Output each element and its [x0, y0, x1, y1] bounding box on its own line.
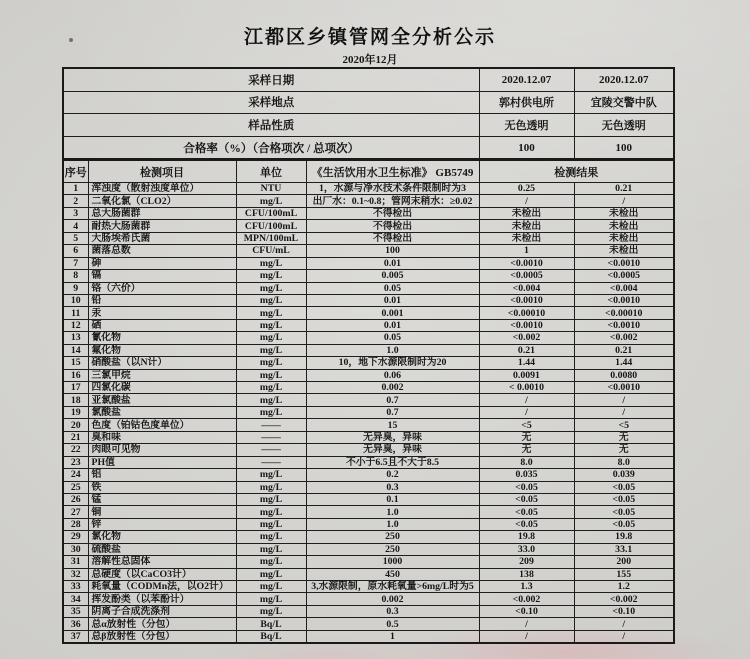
table-row — [63, 382, 674, 394]
cell-row-number: 25 — [63, 481, 88, 493]
cell-result-site-1: <0.0010 — [479, 294, 574, 306]
cell-item-name: 溶解性总固体 — [88, 556, 236, 568]
cell-result-site-1: 33.0 — [479, 543, 574, 555]
table-row — [63, 469, 674, 481]
table-row — [63, 369, 674, 381]
cell-unit: Bq/L — [236, 618, 306, 630]
cell-item-name: 氯化物 — [88, 531, 236, 543]
cell-result-site-2: 200 — [574, 556, 674, 568]
cell-row-number: 34 — [63, 593, 88, 605]
cell-standard: 1 — [306, 630, 479, 643]
cell-item-name: 氯酸盐 — [88, 406, 236, 418]
cell-item-name: 铁 — [88, 481, 236, 493]
cell-result-site-2: <0.004 — [574, 282, 674, 294]
table-row — [63, 183, 674, 195]
cell-result-site-2: <5 — [574, 419, 674, 431]
table-row — [63, 444, 674, 456]
cell-row-number: 18 — [63, 394, 88, 406]
cell-item-name: 挥发酚类（以苯酚计） — [88, 593, 236, 605]
info-value-site-1: 郭村供电所 — [479, 91, 574, 114]
cell-item-name: 硒 — [88, 319, 236, 331]
cell-result-site-2: 1.2 — [574, 581, 674, 593]
cell-row-number: 35 — [63, 605, 88, 617]
cell-item-name: 肉眼可见物 — [88, 444, 236, 456]
cell-result-site-1: 209 — [479, 556, 574, 568]
cell-unit: mg/L — [236, 469, 306, 481]
cell-standard: 0.1 — [306, 493, 479, 505]
cell-standard: 0.01 — [306, 294, 479, 306]
cell-result-site-1: 1.44 — [479, 357, 574, 369]
cell-item-name: 耗氧量（CODMn法，以O2计） — [88, 581, 236, 593]
cell-item-name: 四氯化碳 — [88, 382, 236, 394]
cell-result-site-2: 1.44 — [574, 357, 674, 369]
cell-row-number: 36 — [63, 618, 88, 630]
table-row — [63, 357, 674, 369]
info-label: 采样地点 — [63, 91, 479, 114]
cell-result-site-1: / — [479, 630, 574, 643]
table-row — [63, 207, 674, 219]
cell-unit: Bq/L — [236, 630, 306, 643]
cell-unit: mg/L — [236, 543, 306, 555]
cell-unit: mg/L — [236, 518, 306, 530]
cell-standard: 不得检出 — [306, 232, 479, 244]
header-row-number: 序号 — [63, 160, 88, 183]
cell-unit: —— — [236, 444, 306, 456]
cell-standard: 0.5 — [306, 618, 479, 630]
cell-standard: 0.2 — [306, 469, 479, 481]
cell-result-site-1: 0.0091 — [479, 369, 574, 381]
cell-result-site-2: <0.0010 — [574, 319, 674, 331]
cell-unit: MPN/100mL — [236, 232, 306, 244]
cell-row-number: 3 — [63, 207, 88, 219]
cell-row-number: 1 — [63, 183, 88, 195]
cell-result-site-1: 未检出 — [479, 220, 574, 232]
table-row — [63, 332, 674, 344]
cell-result-site-2: <0.002 — [574, 593, 674, 605]
table-row — [63, 481, 674, 493]
cell-item-name: 耐热大肠菌群 — [88, 220, 236, 232]
cell-item-name: 硫酸盐 — [88, 543, 236, 555]
cell-result-site-1: <0.0010 — [479, 319, 574, 331]
cell-item-name: 阴离子合成洗涤剂 — [88, 605, 236, 617]
cell-unit: mg/L — [236, 382, 306, 394]
info-label: 样品性质 — [63, 114, 479, 137]
cell-unit: mg/L — [236, 394, 306, 406]
cell-standard: 3,水源限制，原水耗氧量>6mg/L时为5 — [306, 581, 479, 593]
cell-result-site-1: <0.05 — [479, 481, 574, 493]
cell-row-number: 37 — [63, 630, 88, 643]
cell-unit: —— — [236, 419, 306, 431]
cell-unit: CFU/mL — [236, 245, 306, 257]
cell-standard: 0.3 — [306, 481, 479, 493]
cell-result-site-1: 0.035 — [479, 469, 574, 481]
cell-unit: CFU/100mL — [236, 207, 306, 219]
cell-item-name: 铜 — [88, 506, 236, 518]
cell-unit: mg/L — [236, 593, 306, 605]
cell-standard: 1.0 — [306, 344, 479, 356]
info-value-site-2: 2020.12.07 — [574, 68, 674, 91]
table-row — [63, 568, 674, 580]
cell-item-name: 三氯甲烷 — [88, 369, 236, 381]
cell-row-number: 20 — [63, 419, 88, 431]
cell-unit: mg/L — [236, 369, 306, 381]
info-body — [63, 68, 674, 159]
cell-row-number: 33 — [63, 581, 88, 593]
cell-result-site-2: <0.05 — [574, 518, 674, 530]
cell-row-number: 5 — [63, 232, 88, 244]
cell-unit: mg/L — [236, 307, 306, 319]
cell-standard: 0.06 — [306, 369, 479, 381]
cell-unit: mg/L — [236, 531, 306, 543]
analysis-results-table — [62, 159, 675, 644]
cell-row-number: 10 — [63, 294, 88, 306]
cell-row-number: 24 — [63, 469, 88, 481]
cell-item-name: 总α放射性（分包） — [88, 618, 236, 630]
cell-row-number: 30 — [63, 543, 88, 555]
cell-unit: mg/L — [236, 344, 306, 356]
table-row — [63, 593, 674, 605]
cell-item-name: 总硬度（以CaCO3计） — [88, 568, 236, 580]
cell-result-site-2: 0.039 — [574, 469, 674, 481]
cell-result-site-1: <0.10 — [479, 605, 574, 617]
cell-row-number: 28 — [63, 518, 88, 530]
info-value-site-2: 宜陵交警中队 — [574, 91, 674, 114]
cell-item-name: 菌落总数 — [88, 245, 236, 257]
cell-result-site-2: <0.002 — [574, 332, 674, 344]
cell-result-site-2: <0.00010 — [574, 307, 674, 319]
cell-row-number: 15 — [63, 357, 88, 369]
cell-result-site-2: / — [574, 406, 674, 418]
cell-row-number: 7 — [63, 257, 88, 269]
cell-standard: 0.05 — [306, 332, 479, 344]
cell-unit: mg/L — [236, 332, 306, 344]
table-row — [63, 431, 674, 443]
cell-result-site-2: <0.10 — [574, 605, 674, 617]
cell-standard: 0.05 — [306, 282, 479, 294]
table-row — [63, 419, 674, 431]
table-row — [63, 220, 674, 232]
table-row — [63, 319, 674, 331]
cell-standard: 15 — [306, 419, 479, 431]
cell-unit: mg/L — [236, 270, 306, 282]
table-row — [63, 270, 674, 282]
cell-item-name: 色度（铂钴色度单位） — [88, 419, 236, 431]
page-subtitle: 2020年12月 — [340, 54, 401, 68]
cell-result-site-2: 19.8 — [574, 531, 674, 543]
cell-item-name: 锌 — [88, 518, 236, 530]
cell-result-site-2: 155 — [574, 568, 674, 580]
info-value-site-2: 100 — [574, 136, 674, 159]
table-row — [63, 294, 674, 306]
cell-standard: 0.01 — [306, 257, 479, 269]
info-row — [63, 114, 674, 137]
cell-standard: 0.3 — [306, 605, 479, 617]
cell-result-site-1: <0.05 — [479, 493, 574, 505]
cell-standard: 0.002 — [306, 593, 479, 605]
cell-result-site-1: <0.0005 — [479, 270, 574, 282]
cell-row-number: 12 — [63, 319, 88, 331]
cell-standard: 0.002 — [306, 382, 479, 394]
cell-result-site-2: <0.05 — [574, 493, 674, 505]
cell-row-number: 14 — [63, 344, 88, 356]
table-row — [63, 257, 674, 269]
cell-item-name: 亚氯酸盐 — [88, 394, 236, 406]
cell-item-name: 铝 — [88, 469, 236, 481]
cell-result-site-2: 未检出 — [574, 232, 674, 244]
cell-result-site-1: 138 — [479, 568, 574, 580]
cell-result-site-2: 未检出 — [574, 207, 674, 219]
cell-row-number: 21 — [63, 431, 88, 443]
cell-result-site-1: <0.05 — [479, 518, 574, 530]
cell-item-name: 镉 — [88, 270, 236, 282]
cell-item-name: 氟化物 — [88, 344, 236, 356]
cell-result-site-1: 8.0 — [479, 456, 574, 468]
cell-unit: mg/L — [236, 282, 306, 294]
cell-row-number: 32 — [63, 568, 88, 580]
cell-result-site-2: 未检出 — [574, 245, 674, 257]
cell-result-site-1: 未检出 — [479, 207, 574, 219]
cell-row-number: 29 — [63, 531, 88, 543]
cell-item-name: 硝酸盐（以N计） — [88, 357, 236, 369]
table-row — [63, 506, 674, 518]
cell-result-site-2: 8.0 — [574, 456, 674, 468]
table-row — [63, 406, 674, 418]
info-row — [63, 136, 674, 159]
cell-standard: 1.0 — [306, 506, 479, 518]
cell-unit: CFU/100mL — [236, 220, 306, 232]
info-row — [63, 68, 674, 91]
cell-standard: 不小于6.5且不大于8.5 — [306, 456, 479, 468]
cell-unit: —— — [236, 456, 306, 468]
cell-unit: mg/L — [236, 493, 306, 505]
table-row — [63, 344, 674, 356]
cell-item-name: 总大肠菌群 — [88, 207, 236, 219]
cell-item-name: 锰 — [88, 493, 236, 505]
cell-standard: 100 — [306, 245, 479, 257]
info-value-site-1: 2020.12.07 — [479, 68, 574, 91]
info-label: 合格率（%）（合格项次 / 总项次） — [63, 136, 479, 159]
cell-row-number: 17 — [63, 382, 88, 394]
cell-unit: mg/L — [236, 257, 306, 269]
header-item: 检测项目 — [88, 160, 236, 183]
cell-standard: 不得检出 — [306, 220, 479, 232]
table-row — [63, 195, 674, 207]
cell-result-site-1: <0.002 — [479, 332, 574, 344]
cell-item-name: 浑浊度（散射浊度单位） — [88, 183, 236, 195]
cell-result-site-2: 33.1 — [574, 543, 674, 555]
cell-result-site-1: 无 — [479, 431, 574, 443]
cell-standard: 250 — [306, 531, 479, 543]
table-row — [63, 245, 674, 257]
info-label: 采样日期 — [63, 68, 479, 91]
table-row — [63, 307, 674, 319]
cell-result-site-2: / — [574, 195, 674, 207]
cell-result-site-2: <0.0005 — [574, 270, 674, 282]
cell-item-name: 氰化物 — [88, 332, 236, 344]
cell-standard: 0.7 — [306, 406, 479, 418]
header-unit: 单位 — [236, 160, 306, 183]
cell-result-site-2: / — [574, 394, 674, 406]
cell-result-site-1: <0.05 — [479, 506, 574, 518]
cell-result-site-1: <5 — [479, 419, 574, 431]
cell-row-number: 9 — [63, 282, 88, 294]
cell-unit: mg/L — [236, 556, 306, 568]
cell-result-site-1: / — [479, 195, 574, 207]
cell-row-number: 31 — [63, 556, 88, 568]
cell-unit: —— — [236, 431, 306, 443]
cell-row-number: 11 — [63, 307, 88, 319]
cell-unit: mg/L — [236, 294, 306, 306]
cell-result-site-1: <0.0010 — [479, 257, 574, 269]
table-row — [63, 394, 674, 406]
cell-standard: 450 — [306, 568, 479, 580]
header-standard: 《生活饮用水卫生标准》 GB5749 — [306, 160, 479, 183]
table-row — [63, 232, 674, 244]
cell-row-number: 13 — [63, 332, 88, 344]
cell-row-number: 19 — [63, 406, 88, 418]
cell-row-number: 4 — [63, 220, 88, 232]
table-row — [63, 493, 674, 505]
cell-unit: mg/L — [236, 581, 306, 593]
cell-result-site-2: <0.05 — [574, 481, 674, 493]
cell-result-site-1: / — [479, 406, 574, 418]
table-row — [63, 556, 674, 568]
table-row — [63, 581, 674, 593]
cell-row-number: 26 — [63, 493, 88, 505]
cell-result-site-1: 无 — [479, 444, 574, 456]
cell-result-site-2: <0.0010 — [574, 382, 674, 394]
cell-result-site-2: <0.0010 — [574, 257, 674, 269]
cell-standard: 无异臭，异味 — [306, 431, 479, 443]
cell-standard: 1.0 — [306, 518, 479, 530]
cell-result-site-2: / — [574, 630, 674, 643]
cell-row-number: 27 — [63, 506, 88, 518]
cell-result-site-1: 0.21 — [479, 344, 574, 356]
info-row — [63, 91, 674, 114]
info-value-site-1: 无色透明 — [479, 114, 574, 137]
cell-result-site-1: 0.25 — [479, 183, 574, 195]
cell-standard: 10，地下水源限制时为20 — [306, 357, 479, 369]
table-row — [63, 543, 674, 555]
cell-item-name: 铅 — [88, 294, 236, 306]
cell-result-site-1: <0.004 — [479, 282, 574, 294]
cell-standard: 0.01 — [306, 319, 479, 331]
cell-item-name: 汞 — [88, 307, 236, 319]
cell-result-site-1: <0.00010 — [479, 307, 574, 319]
cell-result-site-2: 0.21 — [574, 344, 674, 356]
table-row — [63, 630, 674, 643]
cell-row-number: 8 — [63, 270, 88, 282]
cell-standard: 1000 — [306, 556, 479, 568]
table-row — [63, 531, 674, 543]
cell-standard: 无异臭，异味 — [306, 444, 479, 456]
cell-result-site-1: < 0.0010 — [479, 382, 574, 394]
table-row — [63, 456, 674, 468]
cell-result-site-2: / — [574, 618, 674, 630]
cell-unit: mg/L — [236, 506, 306, 518]
info-value-site-1: 100 — [479, 136, 574, 159]
cell-unit: mg/L — [236, 481, 306, 493]
cell-unit: mg/L — [236, 319, 306, 331]
cell-result-site-1: 1 — [479, 245, 574, 257]
cell-result-site-2: <0.0010 — [574, 294, 674, 306]
cell-standard: 250 — [306, 543, 479, 555]
cell-unit: mg/L — [236, 605, 306, 617]
cell-standard: 1，水源与净水技术条件限制时为3 — [306, 183, 479, 195]
cell-result-site-1: / — [479, 394, 574, 406]
cell-result-site-2: <0.05 — [574, 506, 674, 518]
cell-item-name: 砷 — [88, 257, 236, 269]
cell-standard: 0.005 — [306, 270, 479, 282]
cell-item-name: PH值 — [88, 456, 236, 468]
cell-result-site-2: 0.0080 — [574, 369, 674, 381]
cell-row-number: 23 — [63, 456, 88, 468]
cell-row-number: 16 — [63, 369, 88, 381]
cell-item-name: 二氧化氯（CLO2） — [88, 195, 236, 207]
cell-result-site-2: 0.21 — [574, 183, 674, 195]
cell-unit: mg/L — [236, 195, 306, 207]
cell-row-number: 6 — [63, 245, 88, 257]
cell-unit: mg/L — [236, 357, 306, 369]
cell-standard: 0.001 — [306, 307, 479, 319]
cell-item-name: 大肠埃希氏菌 — [88, 232, 236, 244]
cell-result-site-1: 未检出 — [479, 232, 574, 244]
cell-result-site-2: 无 — [574, 431, 674, 443]
cell-item-name: 铬（六价） — [88, 282, 236, 294]
table-header-row — [63, 160, 674, 183]
cell-row-number: 22 — [63, 444, 88, 456]
results-body — [63, 160, 674, 643]
cell-result-site-2: 无 — [574, 444, 674, 456]
page-subtitle-wrap — [0, 50, 740, 68]
cell-standard: 不得检出 — [306, 207, 479, 219]
header-result: 检测结果 — [479, 160, 674, 183]
table-row — [63, 518, 674, 530]
table-row — [63, 605, 674, 617]
cell-unit: mg/L — [236, 568, 306, 580]
cell-item-name: 总β放射性（分包） — [88, 630, 236, 643]
cell-standard: 0.7 — [306, 394, 479, 406]
cell-result-site-1: 1.3 — [479, 581, 574, 593]
cell-unit: NTU — [236, 183, 306, 195]
cell-result-site-1: <0.002 — [479, 593, 574, 605]
cell-unit: mg/L — [236, 406, 306, 418]
page-title: 江都区乡镇管网全分析公示 — [243, 27, 496, 48]
cell-standard: 出厂水：0.1~0.8；管网末稍水：≥0.02 — [306, 195, 479, 207]
info-value-site-2: 无色透明 — [574, 114, 674, 137]
cell-result-site-2: 未检出 — [574, 220, 674, 232]
cell-item-name: 臭和味 — [88, 431, 236, 443]
cell-row-number: 2 — [63, 195, 88, 207]
cell-result-site-1: 19.8 — [479, 531, 574, 543]
sample-info-table — [62, 67, 675, 160]
table-row — [63, 618, 674, 630]
table-row — [63, 282, 674, 294]
cell-result-site-1: / — [479, 618, 574, 630]
